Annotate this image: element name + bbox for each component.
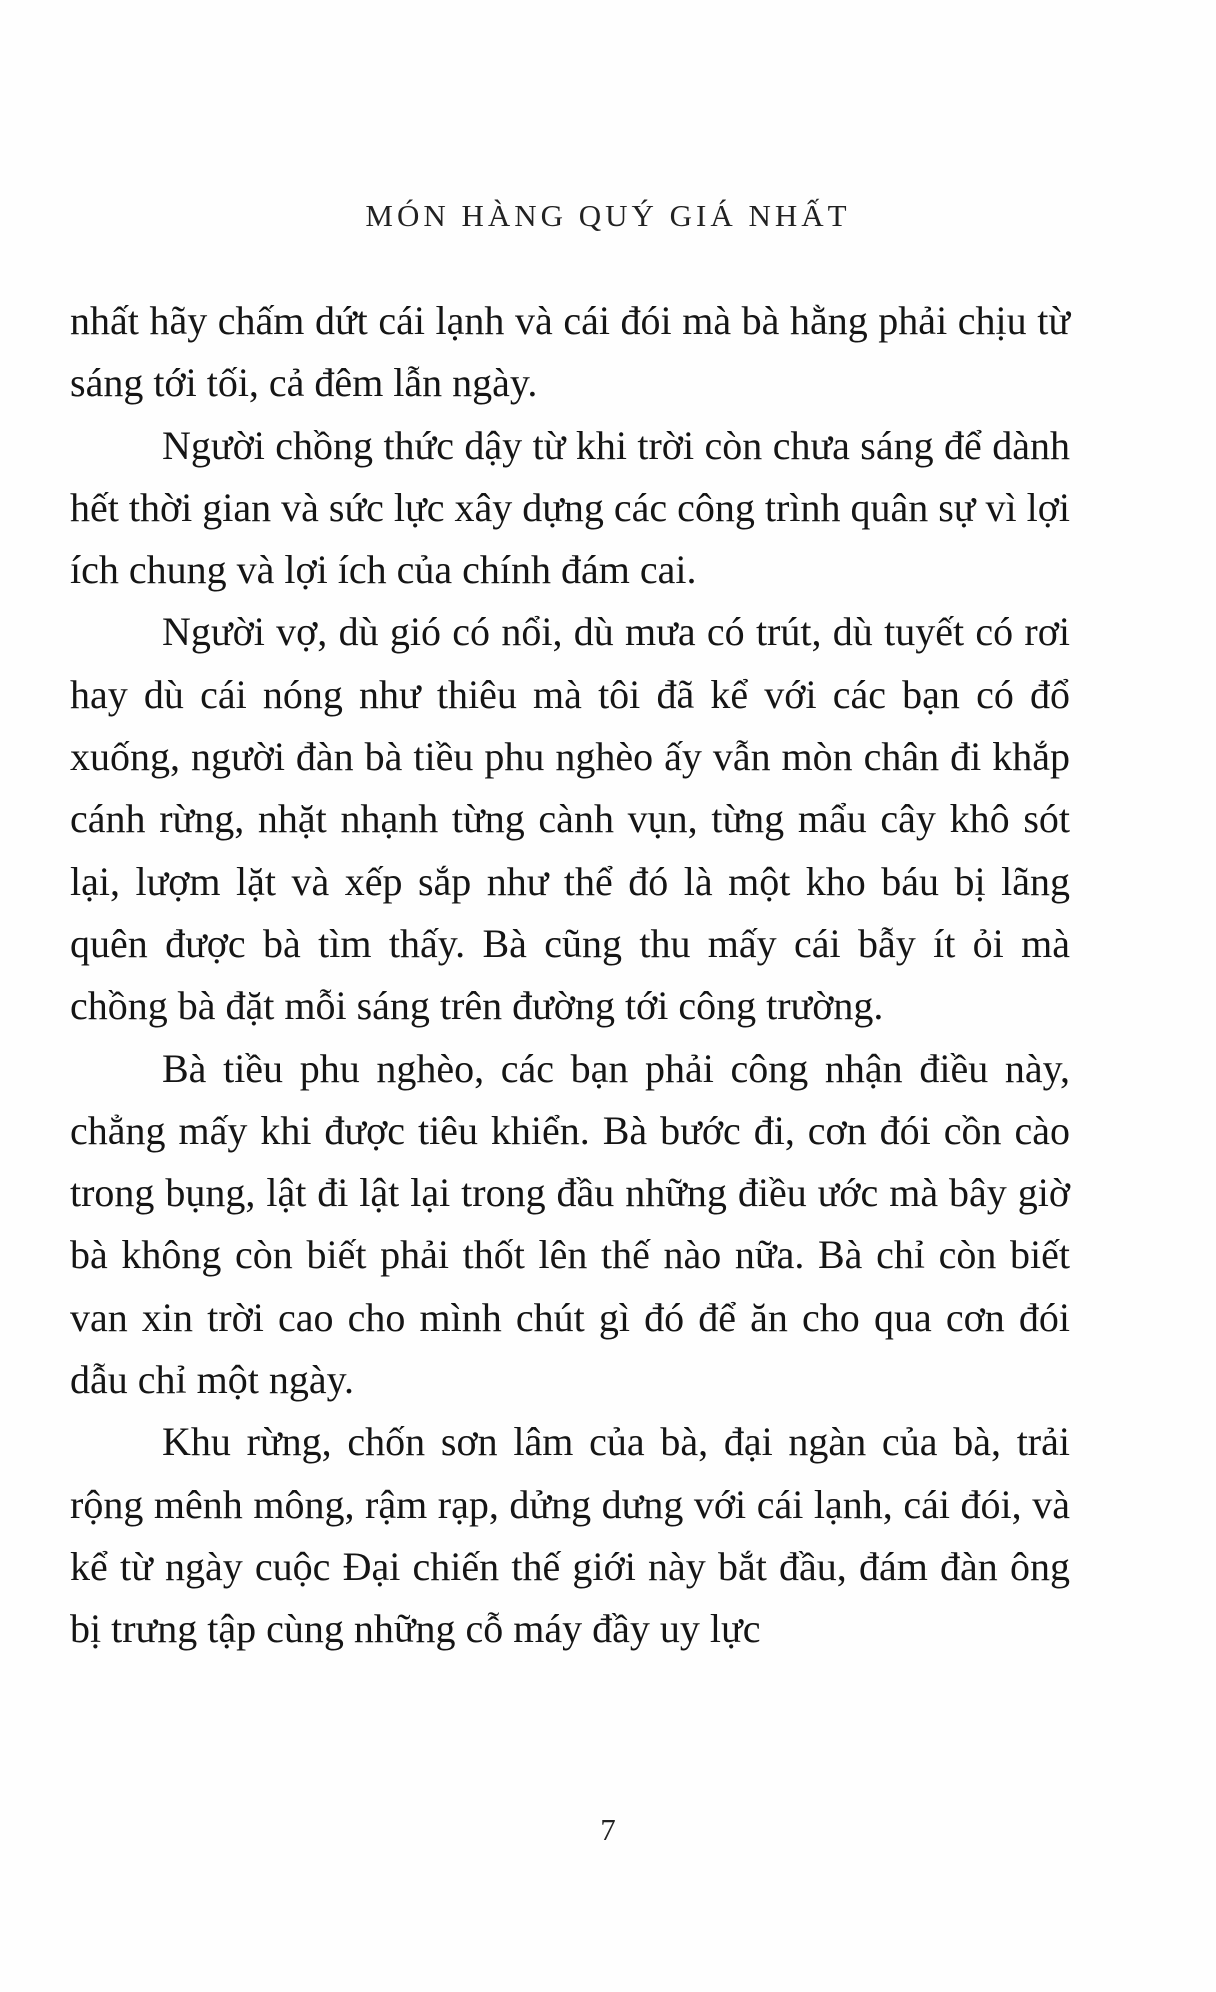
paragraph-2: Người chồng thức dậy từ khi trời còn chưa sáng để dành hết thời gian và sức lực xây dựng các công trình quân sự vì lợi ích chung và lợi ích của chính đám cai. <box>70 422 1070 593</box>
running-header: MÓN HÀNG QUÝ GIÁ NHẤT <box>365 198 851 233</box>
body-text <box>70 290 1070 1661</box>
paragraph-1: nhất hãy chấm dứt cái lạnh và cái đói mà bà hằng phải chịu từ sáng tới tối, cả đêm lẫn ngày. <box>70 298 1070 406</box>
paragraph-4: Bà tiều phu nghèo, các bạn phải công nhận điều này, chẳng mấy khi được tiêu khiển. Bà bước đi, cơn đói cồn cào trong bụng, lật đi lật lại trong đầu những điều ước mà bây giờ bà không còn biết phải thốt lên thế nào nữa. Bà chỉ còn biết van xin trời cao cho mình chút gì đó để ăn cho qua cơn đói dẫu chỉ một ngày. <box>70 1045 1070 1403</box>
paragraph-3: Người vợ, dù gió có nổi, dù mưa có trút, dù tuyết có rơi hay dù cái nóng như thiêu mà tôi đã kể với các bạn có đổ xuống, người đàn bà tiều phu nghèo ấy vẫn mòn chân đi khắp cánh rừng, nhặt nhạnh từng cành vụn, từng mẩu cây khô sót lại, lượm lặt và xếp sắp như thể đó là một kho báu bị lãng quên được bà tìm thấy. Bà cũng thu mấy cái bẫy ít ỏi mà chồng bà đặt mỗi sáng trên đường tới công trường. <box>70 609 1070 1029</box>
paragraph-5: Khu rừng, chốn sơn lâm của bà, đại ngàn của bà, trải rộng mênh mông, rậm rạp, dửng dưng với cái lạnh, cái đói, và kể từ ngày cuộc Đại chiến thế giới này bắt đầu, đám đàn ông bị trưng tập cùng những cỗ máy đầy uy lực <box>70 1419 1070 1652</box>
page-number: 7 <box>600 1812 616 1847</box>
